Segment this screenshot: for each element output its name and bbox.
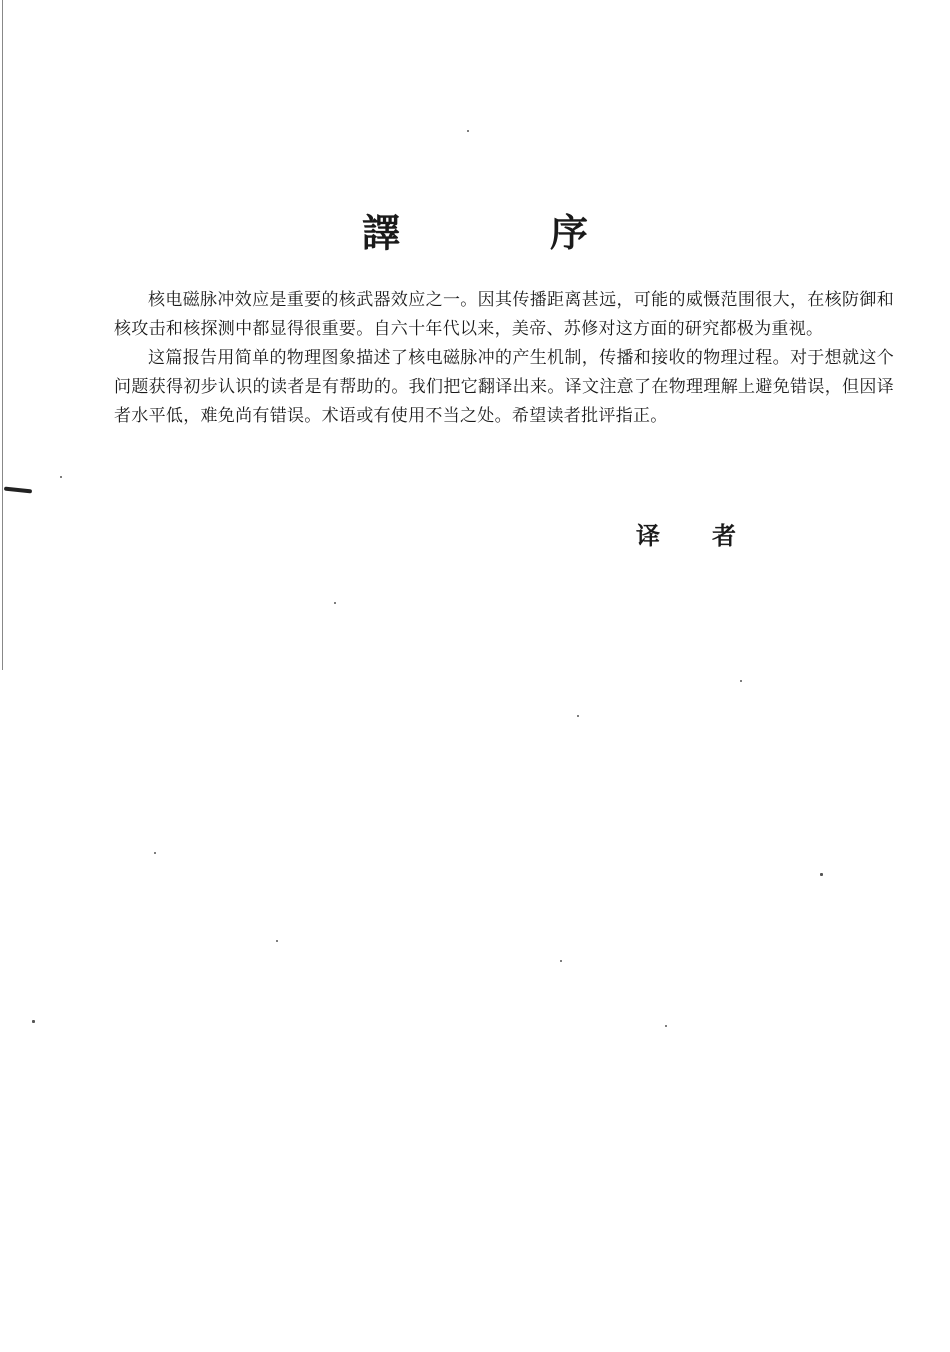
scan-speck	[32, 1020, 35, 1023]
scan-mark	[4, 487, 32, 494]
scan-speck	[154, 852, 156, 854]
title-char-left: 譯	[361, 211, 400, 256]
preface-body	[114, 286, 894, 431]
scan-speck	[577, 715, 579, 717]
title-char-right: 序	[550, 211, 589, 256]
signature-char-second: 者	[712, 522, 736, 550]
scan-speck	[60, 476, 62, 478]
scan-speck	[334, 602, 336, 604]
scan-speck	[467, 130, 469, 132]
scan-speck	[276, 940, 278, 942]
signature-char-first: 译	[636, 522, 660, 550]
paragraph-1: 核电磁脉冲效应是重要的核武器效应之一。因其传播距离甚远，可能的威慑范围很大，在核防御和核攻击和核探测中都显得很重要。自六十年代以来，美帝、苏修对这方面的研究都极为重视。	[114, 290, 894, 339]
translator-signature	[636, 518, 736, 554]
scan-speck	[820, 873, 823, 876]
scan-speck	[560, 960, 562, 962]
paragraph-2: 这篇报告用简单的物理图象描述了核电磁脉冲的产生机制，传播和接收的物理过程。对于想就这个问题获得初步认识的读者是有帮助的。我们把它翻译出来。译文注意了在物理理解上避免错误，但因译者水平低，难免尚有错误。术语或有使用不当之处。希望读者批评指正。	[114, 348, 894, 426]
scan-edge-line	[2, 0, 3, 670]
scan-speck	[740, 680, 742, 682]
page-title	[0, 203, 950, 263]
scan-speck	[665, 1025, 667, 1027]
